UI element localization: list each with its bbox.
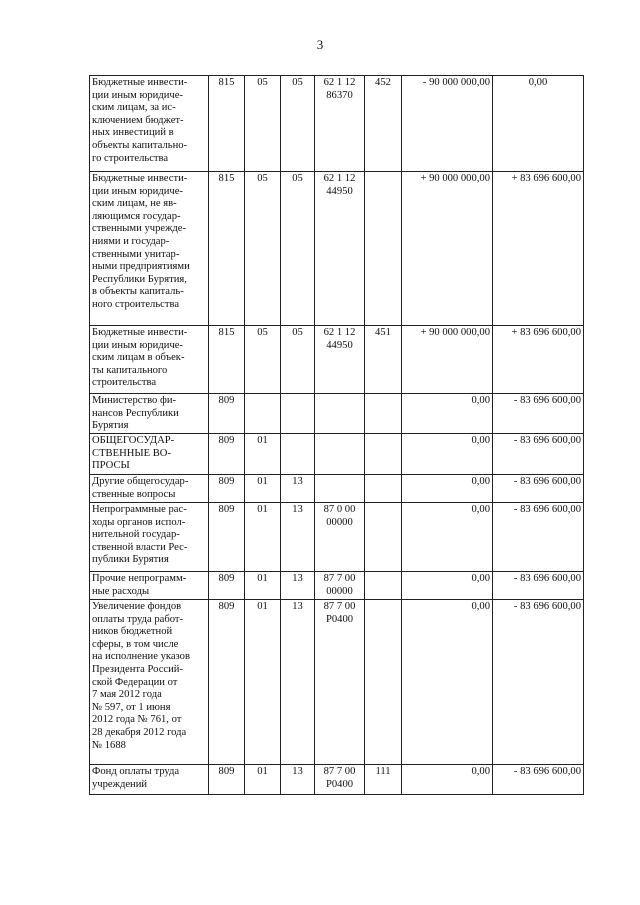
amount-change-cell-2: - 83 696 600,00 xyxy=(493,503,584,572)
table-row xyxy=(90,76,584,172)
budget-changes-table xyxy=(89,75,584,795)
amount-change-cell-2: + 83 696 600,00 xyxy=(493,326,584,394)
row-name-cell: Бюджетные инвести- ции иным юридиче- ским лицам, не яв- ляющимся государ- ственными учрежде- ниями и государ- ственными унитар- ными предприятиями Республики Бурятия, в объекты капиталь- ного строительства xyxy=(90,172,209,326)
target-article-cell: 62 1 12 44950 xyxy=(315,326,365,394)
expense-type-cell xyxy=(365,394,402,434)
section-code-cell: 05 xyxy=(245,76,281,172)
target-article-cell: 87 7 00 00000 xyxy=(315,572,365,600)
expense-type-cell xyxy=(365,475,402,503)
grbs-code-cell: 815 xyxy=(209,326,245,394)
amount-change-cell: 0,00 xyxy=(402,572,493,600)
target-article-cell: 87 7 00 Р0400 xyxy=(315,765,365,795)
target-article-cell: 87 7 00 Р0400 xyxy=(315,600,365,765)
section-code-cell: 05 xyxy=(245,172,281,326)
subsection-code-cell: 13 xyxy=(281,765,315,795)
target-article-cell xyxy=(315,475,365,503)
grbs-code-cell: 815 xyxy=(209,172,245,326)
target-article-cell xyxy=(315,394,365,434)
row-name-cell: Другие общегосудар- ственные вопросы xyxy=(90,475,209,503)
section-code-cell: 01 xyxy=(245,572,281,600)
amount-change-cell: 0,00 xyxy=(402,765,493,795)
amount-change-cell: 0,00 xyxy=(402,600,493,765)
subsection-code-cell: 05 xyxy=(281,76,315,172)
target-article-cell xyxy=(315,434,365,475)
page-number: 3 xyxy=(316,37,324,52)
amount-change-cell-2: - 83 696 600,00 xyxy=(493,765,584,795)
subsection-code-cell: 13 xyxy=(281,572,315,600)
section-code-cell: 01 xyxy=(245,600,281,765)
expense-type-cell xyxy=(365,172,402,326)
grbs-code-cell: 809 xyxy=(209,475,245,503)
subsection-code-cell xyxy=(281,394,315,434)
expense-type-cell xyxy=(365,503,402,572)
grbs-code-cell: 809 xyxy=(209,600,245,765)
amount-change-cell: 0,00 xyxy=(402,503,493,572)
amount-change-cell: + 90 000 000,00 xyxy=(402,172,493,326)
section-code-cell: 01 xyxy=(245,503,281,572)
table-row xyxy=(90,765,584,795)
amount-change-cell-2: - 83 696 600,00 xyxy=(493,434,584,475)
grbs-code-cell: 815 xyxy=(209,76,245,172)
expense-type-cell: 452 xyxy=(365,76,402,172)
amount-change-cell: 0,00 xyxy=(402,434,493,475)
table-row xyxy=(90,172,584,326)
table-body xyxy=(90,76,584,795)
grbs-code-cell: 809 xyxy=(209,394,245,434)
amount-change-cell-2: 0,00 xyxy=(493,76,584,172)
subsection-code-cell: 05 xyxy=(281,326,315,394)
table-row xyxy=(90,503,584,572)
amount-change-cell: + 90 000 000,00 xyxy=(402,326,493,394)
section-code-cell: 01 xyxy=(245,434,281,475)
row-name-cell: Увеличение фондов оплаты труда работ- ников бюджетной сферы, в том числе на исполнение указов Президента Россий- ской Федерации от 7 мая 2012 года № 597, от 1 июня 2012 года № 761, от 28 декабря 2012 года № 1688 xyxy=(90,600,209,765)
table-row xyxy=(90,394,584,434)
amount-change-cell: 0,00 xyxy=(402,475,493,503)
table-row xyxy=(90,434,584,475)
row-name-cell: Бюджетные инвести- ции иным юридиче- ским лицам в объек- ты капитального строительства xyxy=(90,326,209,394)
expense-type-cell: 111 xyxy=(365,765,402,795)
subsection-code-cell: 05 xyxy=(281,172,315,326)
section-code-cell: 01 xyxy=(245,475,281,503)
expense-type-cell: 451 xyxy=(365,326,402,394)
amount-change-cell: 0,00 xyxy=(402,394,493,434)
row-name-cell: Непрограммные рас- ходы органов испол- нительной государ- ственной власти Рес- публики Бурятия xyxy=(90,503,209,572)
amount-change-cell-2: - 83 696 600,00 xyxy=(493,600,584,765)
table-row xyxy=(90,475,584,503)
section-code-cell: 05 xyxy=(245,326,281,394)
expense-type-cell xyxy=(365,434,402,475)
amount-change-cell: - 90 000 000,00 xyxy=(402,76,493,172)
row-name-cell: Министерство фи- нансов Республики Бурятия xyxy=(90,394,209,434)
subsection-code-cell: 13 xyxy=(281,475,315,503)
grbs-code-cell: 809 xyxy=(209,503,245,572)
grbs-code-cell: 809 xyxy=(209,765,245,795)
expense-type-cell xyxy=(365,600,402,765)
grbs-code-cell: 809 xyxy=(209,434,245,475)
amount-change-cell-2: - 83 696 600,00 xyxy=(493,475,584,503)
row-name-cell: Прочие непрограмм- ные расходы xyxy=(90,572,209,600)
expense-type-cell xyxy=(365,572,402,600)
amount-change-cell-2: - 83 696 600,00 xyxy=(493,572,584,600)
target-article-cell: 87 0 00 00000 xyxy=(315,503,365,572)
subsection-code-cell: 13 xyxy=(281,503,315,572)
row-name-cell: Бюджетные инвести- ции иным юридиче- ским лицам, за ис- ключением бюджет- ных инвестиций в объекты капитально- го строительства xyxy=(90,76,209,172)
section-code-cell: 01 xyxy=(245,765,281,795)
subsection-code-cell: 13 xyxy=(281,600,315,765)
target-article-cell: 62 1 12 86370 xyxy=(315,76,365,172)
row-name-cell: Фонд оплаты труда учреждений xyxy=(90,765,209,795)
table-row xyxy=(90,326,584,394)
table-row xyxy=(90,572,584,600)
table-row xyxy=(90,600,584,765)
amount-change-cell-2: + 83 696 600,00 xyxy=(493,172,584,326)
target-article-cell: 62 1 12 44950 xyxy=(315,172,365,326)
row-name-cell: ОБЩЕГОСУДАР- СТВЕННЫЕ ВО- ПРОСЫ xyxy=(90,434,209,475)
amount-change-cell-2: - 83 696 600,00 xyxy=(493,394,584,434)
subsection-code-cell xyxy=(281,434,315,475)
grbs-code-cell: 809 xyxy=(209,572,245,600)
section-code-cell xyxy=(245,394,281,434)
